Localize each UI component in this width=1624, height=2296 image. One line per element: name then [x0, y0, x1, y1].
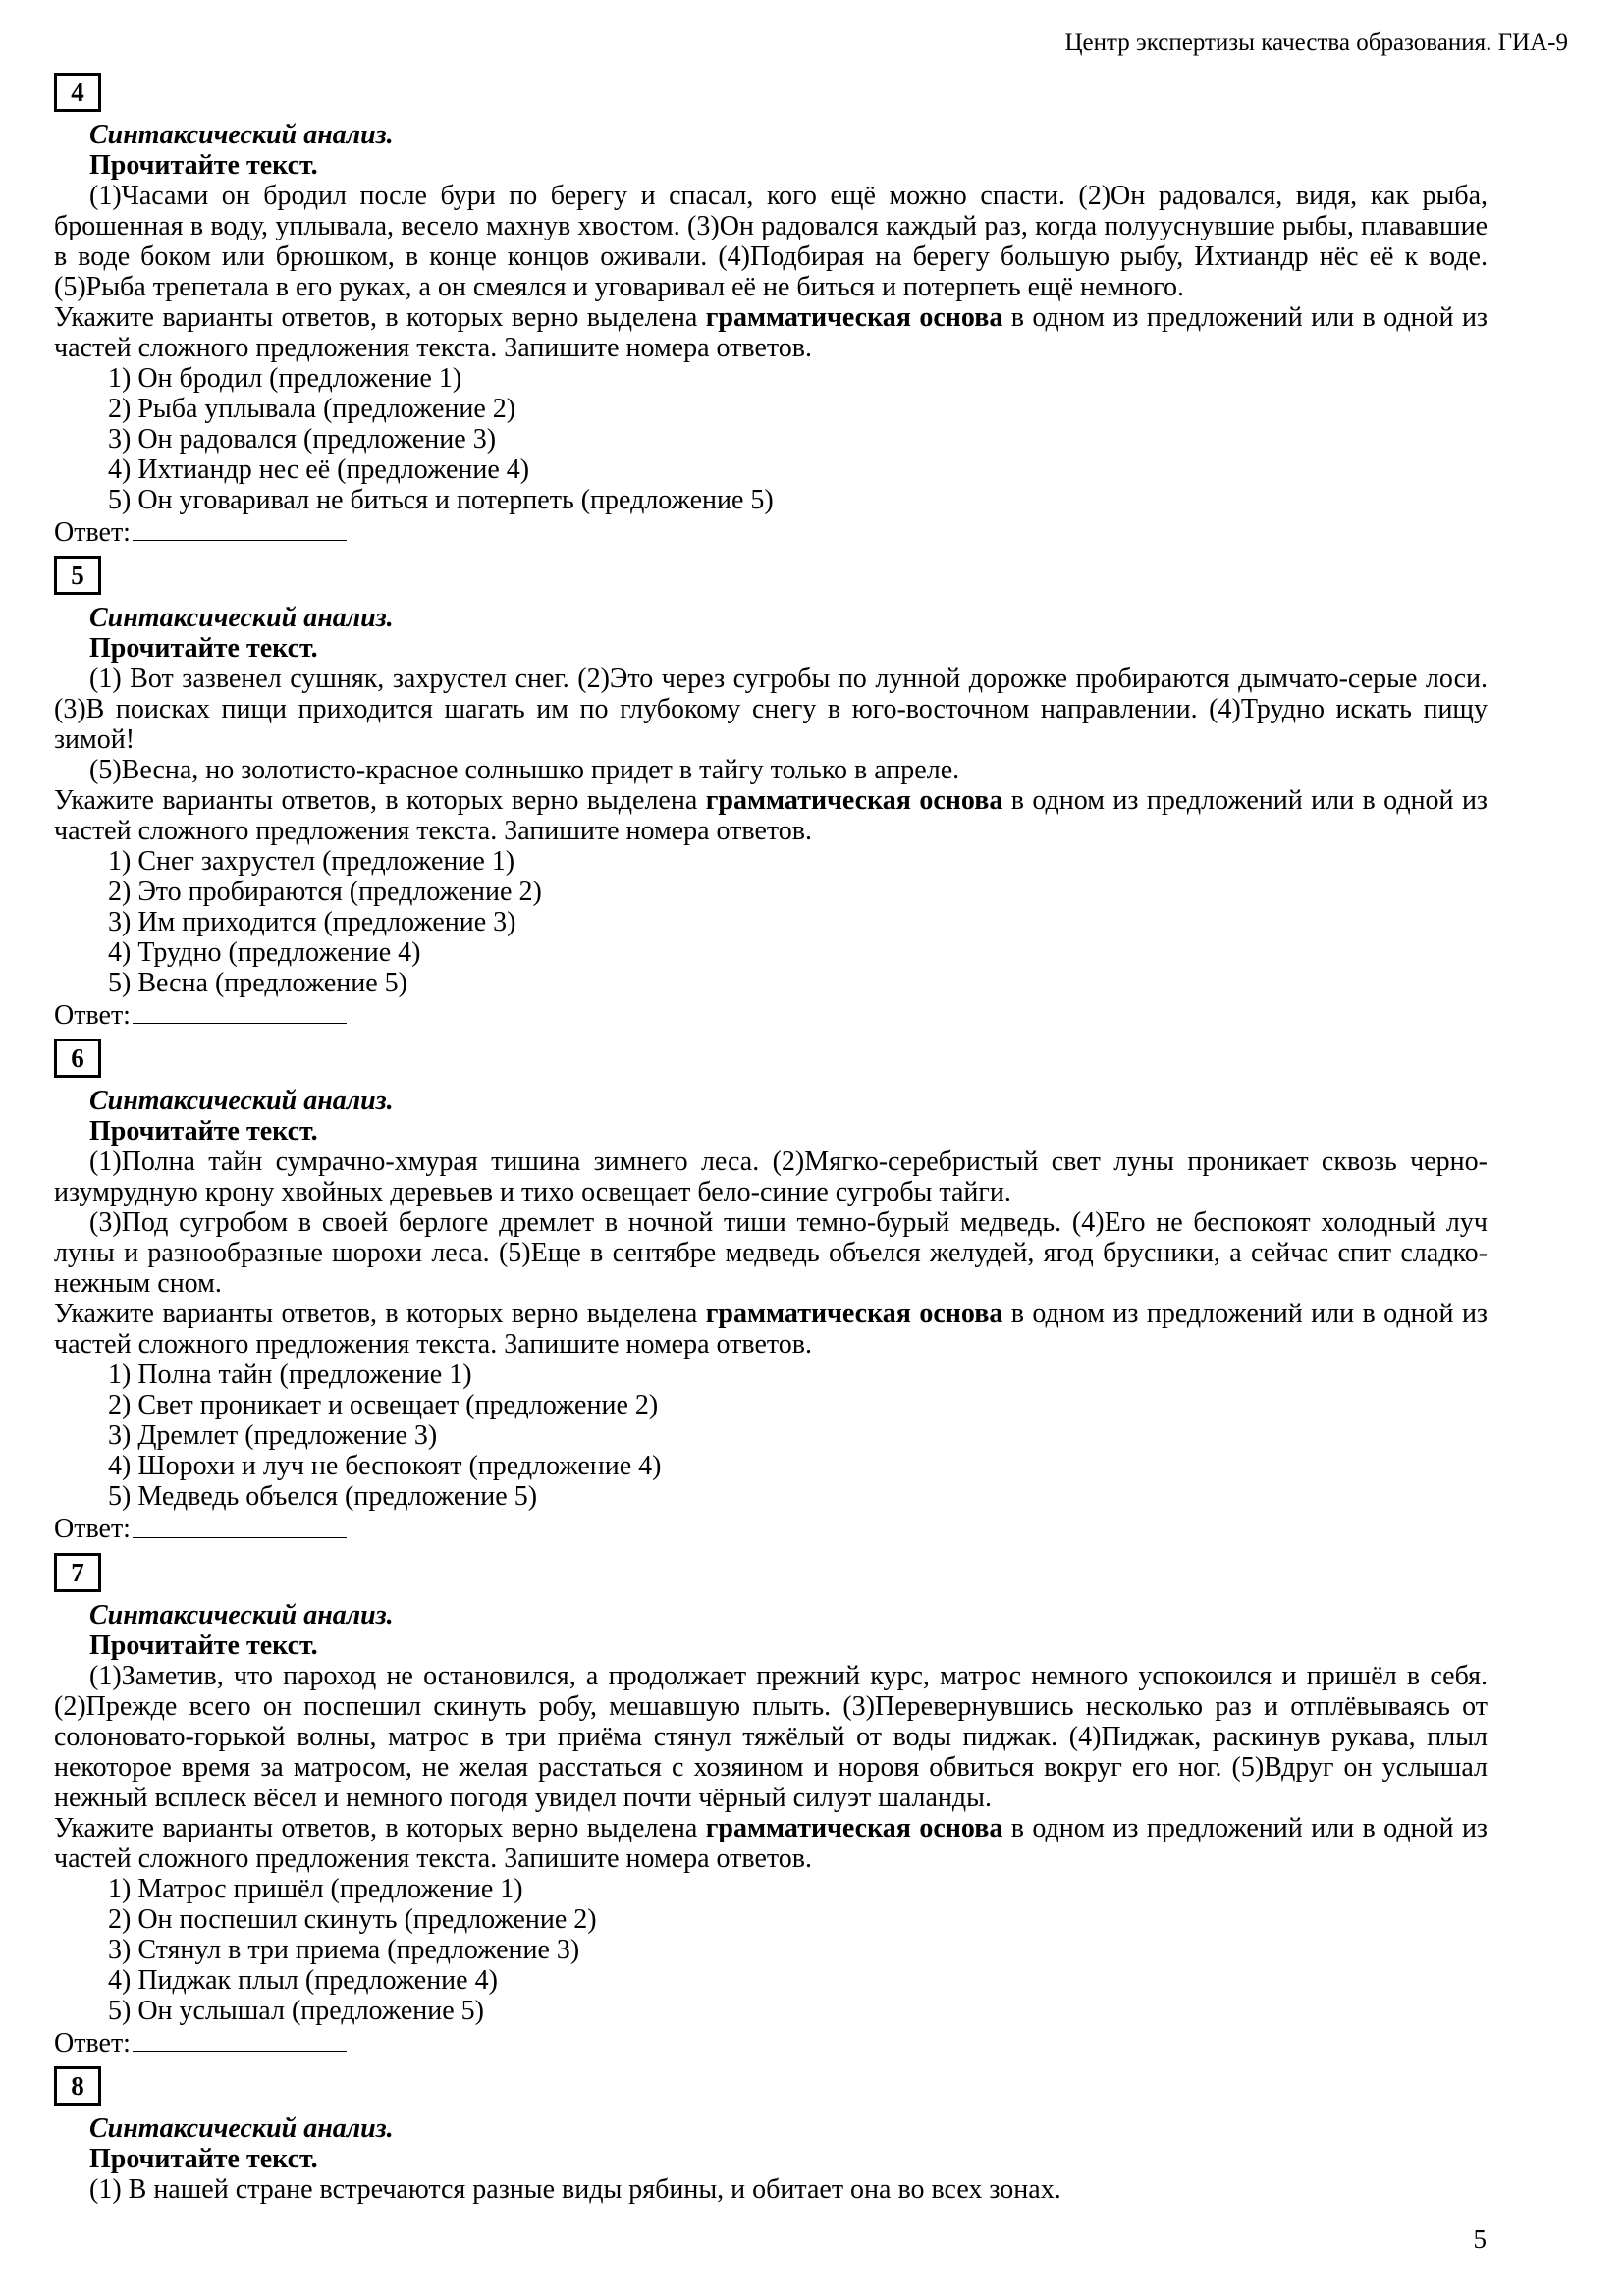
- answer-option: 1) Он бродил (предложение 1): [108, 363, 462, 394]
- task-paragraph: (1) Вот зазвенел сушняк, захрустел снег. (2)Это через сугробы по лунной дорожке пробираются дымчато-серые лоси. (3)В поисках пищи приходится шагать им по глубокому снегу в юго-восточном направлении. (4)Трудно искать пищу зимой!: [54, 664, 1488, 756]
- task-paragraph: (1)Заметив, что пароход не остановился, а продолжает прежний курс, матрос немного успокоился и пришёл в себя. (2)Прежде всего он поспешил скинуть робу, мешавшую плыть. (3)Перевернувшись несколько раз и отплёвываясь от солоновато-горькой волны, матрос в три приёма стянул тяжёлый от воды пиджак. (4)Пиджак, раскинув рукава, плыл некоторое время за матросом, не желая расстаться с хозяином и норовя обвиться вокруг его ног. (5)Вдруг он услышал нежный всплеск вёсел и немного погодя увидел почти чёрный силуэт шаланды.: [54, 1660, 1488, 1813]
- instruction-pre: Укажите варианты ответов, в которых верно выделена: [54, 1299, 706, 1330]
- header-text: Центр экспертизы качества образования. ГИА-9: [1064, 29, 1568, 56]
- task-number-box: 5: [54, 556, 101, 595]
- task-subtitle: Синтаксический анализ.: [89, 1086, 394, 1117]
- task-6: [54, 1039, 1488, 1544]
- task-5: [54, 556, 1488, 1031]
- answer-blank: [133, 515, 347, 541]
- instruction-text: [54, 785, 1488, 846]
- answer-option: 3) Стянул в три приема (предложение 3): [108, 1934, 580, 1965]
- read-text-label: Прочитайте текст.: [89, 2143, 318, 2174]
- task-subtitle: Синтаксический анализ.: [89, 1599, 394, 1630]
- task-paragraph: (5)Весна, но золотисто-красное солнышко придет в тайгу только в апреле.: [89, 755, 960, 786]
- task-paragraph: (1)Часами он бродил после бури по берегу и спасал, кого ещё можно спасти. (2)Он радовался, видя, как рыба, брошенная в воду, уплывала, весело махнув хвостом. (3)Он радовался каждый раз, когда полууснувшие рыбы, плававшие в воде боком или брюшком, в конце концов оживали. (4)Подбирая на берегу большую рыбу, Ихтиандр нёс её к воде. (5)Рыба трепетала в его руках, а он смеялся и уговаривал её не биться и потерпеть ещё немного.: [54, 181, 1488, 302]
- answer-options: [54, 363, 1488, 515]
- read-text-label: Прочитайте текст.: [89, 150, 318, 181]
- answer-label: Ответ:: [54, 1000, 131, 1032]
- page-content: [54, 73, 1488, 2213]
- task-subtitle: Синтаксический анализ.: [89, 120, 394, 150]
- answer-blank: [133, 2026, 347, 2052]
- task-paragraph: (1)Полна тайн сумрачно-хмурая тишина зимнего леса. (2)Мягко-серебристый свет луны проникает сквозь черно-изумрудную крону хвойных деревьев и тихо освещает бело-синие сугробы тайги.: [54, 1147, 1488, 1208]
- task-number-box: 7: [54, 1553, 101, 1592]
- read-text-label: Прочитайте текст.: [89, 1629, 318, 1661]
- task-number-box: 4: [54, 73, 101, 112]
- answer-option: 4) Трудно (предложение 4): [108, 937, 421, 969]
- instruction-text: [54, 1813, 1488, 1874]
- task-paragraph: (1) В нашей стране встречаются разные виды рябины, и обитает она во всех зонах.: [89, 2173, 1061, 2205]
- answer-option: 1) Снег захрустел (предложение 1): [108, 846, 515, 878]
- instruction-post: в одном из предложений или в одной из частей сложного предложения текста. Запишите номера ответов.: [54, 1299, 1488, 1361]
- answer-option: 2) Он поспешил скинуть (предложение 2): [108, 1903, 597, 1935]
- answer-option: 5) Он услышал (предложение 5): [108, 1995, 484, 2026]
- instruction-post: в одном из предложений или в одной из частей сложного предложения текста. Запишите номера ответов.: [54, 785, 1488, 847]
- answer-option: 1) Полна тайн (предложение 1): [108, 1360, 472, 1391]
- answer-option: 3) Им приходится (предложение 3): [108, 907, 516, 938]
- answer-option: 5) Медведь объелся (предложение 5): [108, 1481, 538, 1513]
- answer-option: 4) Ихтиандр нес её (предложение 4): [108, 454, 530, 485]
- answer-option: 5) Весна (предложение 5): [108, 968, 407, 999]
- answer-option: 4) Пиджак плыл (предложение 4): [108, 1964, 498, 1996]
- answer-options: [54, 1360, 1488, 1512]
- answer-label: Ответ:: [54, 517, 131, 549]
- read-text-label: Прочитайте текст.: [89, 1116, 318, 1148]
- task-8: [54, 2066, 1488, 2205]
- task-number-box: 8: [54, 2066, 101, 2106]
- instruction-pre: Укажите варианты ответов, в которых верно выделена: [54, 1812, 706, 1843]
- instruction-bold-term: грамматическая основа: [705, 1812, 1003, 1843]
- answer-line: [54, 515, 1488, 548]
- instruction-text: [54, 1299, 1488, 1360]
- answer-line: [54, 2026, 1488, 2058]
- instruction-bold-term: грамматическая основа: [705, 1299, 1003, 1330]
- answer-label: Ответ:: [54, 1514, 131, 1545]
- task-number-box: 6: [54, 1039, 101, 1078]
- task-paragraph: (3)Под сугробом в своей берлоге дремлет в ночной тиши темно-бурый медведь. (4)Его не беспокоят холодный луч луны и разнообразные шорохи леса. (5)Еще в сентябре медведь объелся желудей, ягод брусники, а сейчас спит сладко-нежным сном.: [54, 1207, 1488, 1300]
- task-subtitle: Синтаксический анализ.: [89, 2112, 394, 2144]
- read-text-label: Прочитайте текст.: [89, 633, 318, 665]
- answer-label: Ответ:: [54, 2027, 131, 2058]
- answer-option: 1) Матрос пришёл (предложение 1): [108, 1873, 523, 1904]
- answer-option: 2) Это пробираются (предложение 2): [108, 877, 542, 908]
- answer-blank: [133, 998, 347, 1024]
- answer-blank: [133, 1512, 347, 1537]
- instruction-pre: Укажите варианты ответов, в которых верно выделена: [54, 302, 706, 333]
- instruction-bold-term: грамматическая основа: [705, 302, 1003, 333]
- instruction-post: в одном из предложений или в одной из частей сложного предложения текста. Запишите номера ответов.: [54, 302, 1488, 363]
- task-4: [54, 73, 1488, 548]
- answer-line: [54, 1512, 1488, 1544]
- answer-option: 2) Свет проникает и освещает (предложение 2): [108, 1390, 659, 1421]
- instruction-bold-term: грамматическая основа: [705, 785, 1003, 817]
- answer-option: 4) Шорохи и луч не беспокоят (предложение 4): [108, 1451, 662, 1482]
- instruction-post: в одном из предложений или в одной из частей сложного предложения текста. Запишите номера ответов.: [54, 1812, 1488, 1874]
- answer-line: [54, 998, 1488, 1031]
- instruction-text: [54, 302, 1488, 363]
- task-subtitle: Синтаксический анализ.: [89, 603, 394, 634]
- answer-option: 3) Он радовался (предложение 3): [108, 424, 497, 454]
- answer-options: [54, 1874, 1488, 2026]
- answer-option: 3) Дремлет (предложение 3): [108, 1420, 438, 1452]
- instruction-pre: Укажите варианты ответов, в которых верно выделена: [54, 785, 706, 817]
- page-number: 5: [1473, 2224, 1487, 2254]
- task-7: [54, 1553, 1488, 2058]
- answer-options: [54, 846, 1488, 998]
- answer-option: 2) Рыба уплывала (предложение 2): [108, 394, 516, 424]
- answer-option: 5) Он уговаривал не биться и потерпеть (предложение 5): [108, 485, 774, 515]
